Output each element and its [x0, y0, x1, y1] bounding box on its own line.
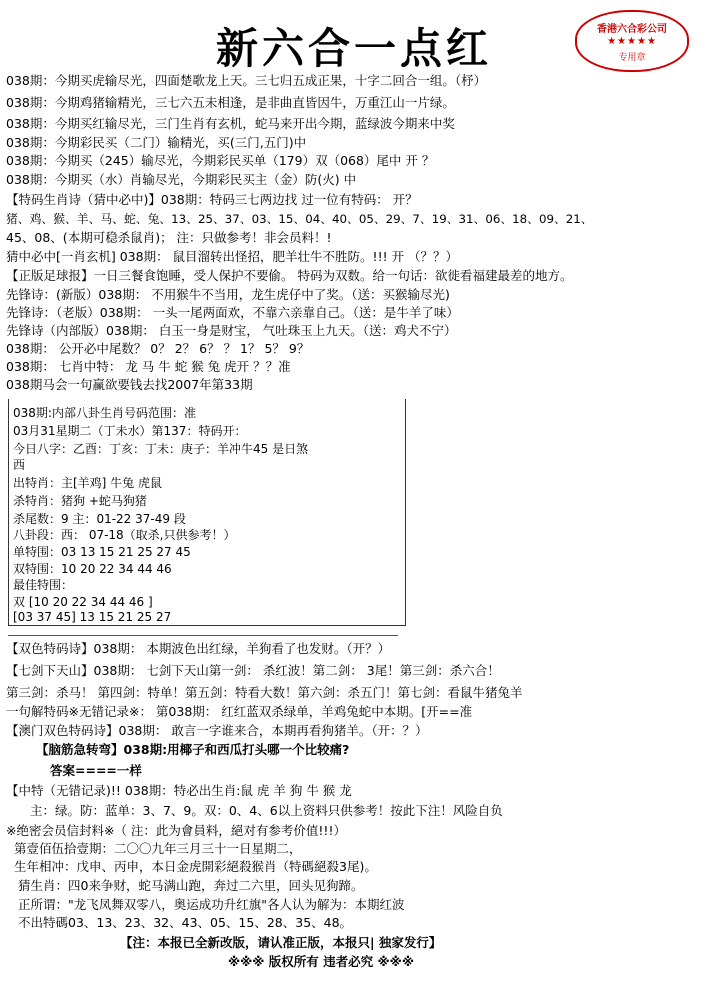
box-line: 最佳特围： — [13, 578, 74, 592]
text-line: 038期：今期彩民买（二门）输精光，买(三门,五门)中 — [6, 135, 307, 150]
text-line: 猜生肖：四0来争财，蛇马满山跑，奔过二六里，回头见狗蹄。 — [18, 878, 364, 893]
box-line: 出特肖：主[羊鸡] 牛兔 虎鼠 — [13, 476, 162, 490]
text-line: 【脑筋急转弯】038期:用椰子和西瓜打头哪一个比较痛? — [36, 742, 350, 757]
text-line: 038期马会一句赢欲要钱去找2007年第33期 — [6, 377, 253, 392]
divider — [8, 635, 398, 636]
box-line: 双特围：10 20 22 34 44 46 — [13, 562, 172, 576]
box-line: 单特围：03 13 15 21 25 27 45 — [13, 545, 191, 559]
bagua-box — [8, 399, 406, 626]
box-line: 03月31星期二（丁未水）第137：特码开： — [13, 424, 247, 438]
text-line: 【双色特码诗】038期： 本期波色出红绿，羊狗看了也发财。（开？） — [6, 641, 391, 656]
text-line: 不出特碼03、13、23、32、43、05、15、28、35、48。 — [18, 915, 353, 930]
text-line: 45、08、(本期可稳杀鼠肖)； 注：只做参考！非会员料！! — [6, 230, 332, 245]
text-line: 第三剑：杀马！ 第四剑：特单！第五剑：特看大数！第六剑：杀五门！第七剑：看鼠牛猪兔羊 — [6, 685, 523, 700]
footer-note: 【注：本报已全新改版，请认准正版，本报只| 独家发行】 — [120, 935, 442, 950]
seal-bottom-text: 专用章 — [618, 53, 646, 63]
text-line: 038期： 七肖中特： 龙 马 牛 蛇 猴 兔 虎开 ？？准 — [6, 359, 291, 374]
text-line: 先锋诗：（老版）038期： 一头一尾两面欢，不靠六亲靠自己。（送：是牛羊了味） — [6, 305, 459, 320]
box-line: 杀特肖：猪狗 +蛇马狗猪 — [13, 494, 147, 508]
text-line: 【澳门双色特码诗】038期： 敢言一字谁来合，本期再看狗猪羊。（开：？） — [6, 723, 428, 738]
seal-stars: ★★★★★ — [607, 36, 657, 47]
box-line: [03 37 45] 13 15 21 25 27 — [13, 610, 172, 623]
text-line: ※绝密会员信封料※（ 注：此为會員料，絕对有参考价值!!!） — [6, 823, 346, 838]
text-line: 【中特（无错记录)!! 038期：特必出生肖:鼠 虎 羊 狗 牛 猴 龙 — [6, 783, 352, 798]
text-line: 正所谓："龙飞凤舞双零八，奥运成功升红旗"各人认为解为：本期红波 — [18, 897, 405, 912]
box-line: 杀尾数：9 主：01-22 37-49 段 — [13, 512, 186, 526]
text-line: 【特码生肖诗（猜中必中)】038期：特码三七两边找 过一位有特码： 开？ — [6, 192, 418, 207]
text-line: 【正版足球报】一日三餐食饱睡，受人保护不要偷。 特码为双数。给一句话：欲徙看福建最差的地方。 — [6, 268, 573, 283]
text-line: 生年相冲：戊申、丙申，本日金虎開彩絕殺猴肖（特碼絕殺3尾)。 — [14, 859, 377, 874]
text-line: 猪、鸡、猴、羊、马、蛇、兔、13、25、37、03、15、04、40、05、29、7、19、31、06、18、09、21、 — [6, 212, 593, 226]
text-line: 主：绿。防：蓝单：3、7、9。双：0、4、6以上资料只供参考！按此下注！风险自负 — [30, 803, 503, 818]
text-line: 038期：今期买（245）输尽光，今期彩民买单（179）双（068）尾中 开 ？ — [6, 153, 435, 168]
box-line: 西 — [13, 458, 26, 472]
copyright-line: ※※※ 版权所有 违者必究 ※※※ — [228, 954, 414, 969]
text-line: 038期：今期鸡猪输精光，三七六五未相逢，是非曲直皆因牛，万重江山一片绿。 — [6, 95, 455, 110]
box-line: 双 [10 20 22 34 44 46 ] — [13, 595, 153, 609]
text-line: 038期：今期买红输尽光，三门生肖有玄机，蛇马来开出今期，蓝绿波今期来中奖 — [6, 116, 455, 131]
text-line: 先锋诗（内部版）038期： 白玉一身是财宝， 气吐珠玉上九天。（送：鸡犬不宁） — [6, 323, 457, 338]
text-line: 答案====一样 — [50, 763, 142, 778]
box-line: 038期:内部八卦生肖号码范围：准 — [13, 406, 196, 420]
text-line: 【七剑下天山】038期： 七剑下天山第一剑： 杀红波！第二剑： 3尾！第三剑：杀六合！ — [6, 663, 500, 678]
text-line: 038期：今期买（水）肖输尽光，今期彩民买主（金）防(火) 中 — [6, 172, 357, 187]
text-line: 038期：今期买虎输尽光，四面楚歌龙上天。三七归五成正果，十字二回合一组。（杼） — [6, 73, 487, 88]
company-seal — [575, 10, 689, 72]
seal-top-text: 香港六合彩公司 — [597, 24, 667, 35]
text-line: 先锋诗：(新版）038期： 不用猴牛不当用，龙生虎仔中了奖。（送：买猴输尽光) — [6, 287, 450, 302]
text-line: 一句解特码※无错记录※： 第038期： 红红蓝双杀绿单，羊鸡兔蛇中本期。[开==准 — [6, 704, 473, 719]
page-title: 新六合一点红 — [215, 24, 492, 73]
box-line: 今日八字：乙酉：丁亥：丁未：庚子：羊冲牛45 是日煞 — [13, 442, 309, 456]
text-line: 猜中必中[一肖玄机] 038期： 鼠目溜转出怪招，肥羊壮牛不胜防。!!! 开 （？？） — [6, 249, 459, 264]
text-line: 038期： 公开必中尾数？ 0？ 2？ 6？ ？ 1？ 5？ 9？ — [6, 341, 310, 356]
box-line: 八卦段：西： 07-18（取杀,只供参考！） — [13, 528, 236, 542]
text-line: 第壹佰伍拾壹期：二〇〇九年三月三十一日星期二， — [14, 841, 302, 856]
